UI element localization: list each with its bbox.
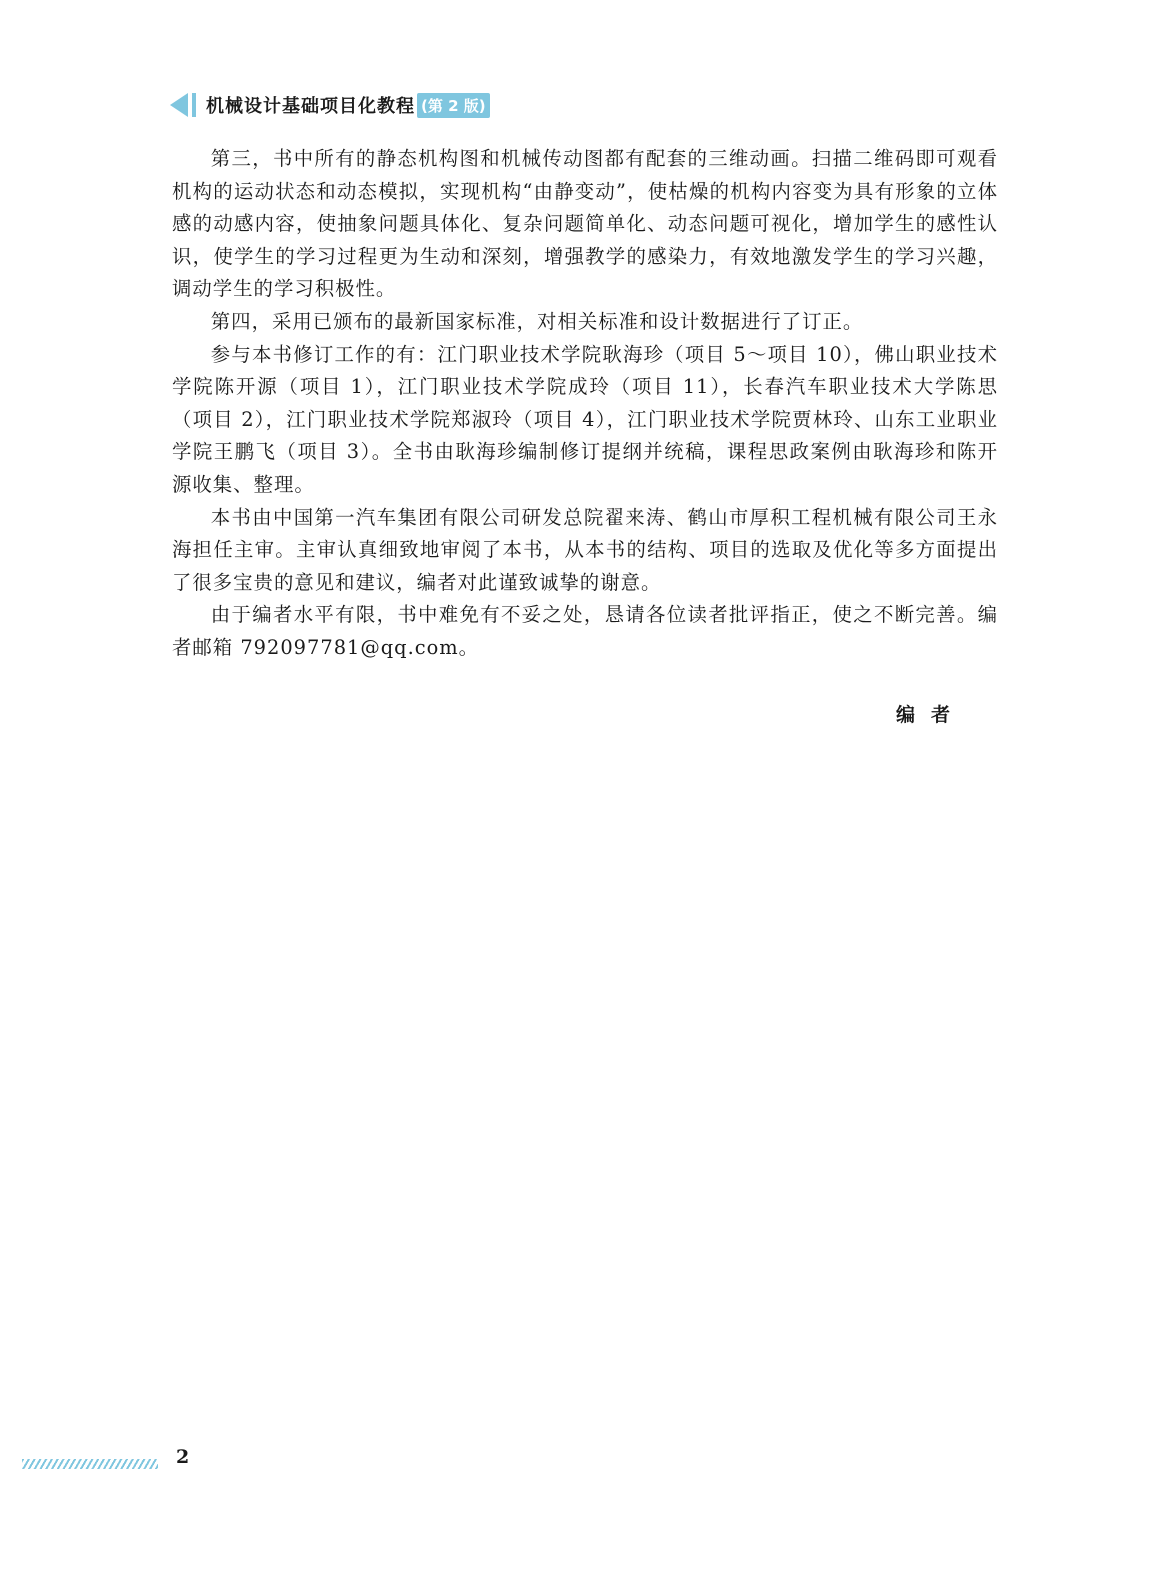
author-signature: 编者 [896,704,967,726]
triangle-marker-icon [170,93,188,117]
paragraph-contributors: 参与本书修订工作的有：江门职业技术学院耿海珍（项目 5～项目 10），佛山职业技术学院陈开源（项目 1），江门职业技术学院成玲（项目 11），长春汽车职业技术大学陈思（项目 2），江门职业技术学院郑淑玲（项目 4），江门职业技术学院贾林玲、山东工业职业学院王鹏飞（项目 3）。全书由耿海珍编制修订提纲并统稿，课程思政案例由耿海珍和陈开源收集、整理。 [172,342,998,496]
body-text [172,143,998,665]
page-number: 2 [176,1446,190,1468]
paragraph-third: 第三，书中所有的静态机构图和机械传动图都有配套的三维动画。扫描二维码即可观看机构的运动状态和动态模拟，实现机构“由静变动”，使枯燥的机构内容变为具有形象的立体感的动感内容，使抽象问题具体化、复杂问题简单化、动态问题可视化，增加学生的感性认识，使学生的学习过程更为生动和深刻，增强教学的感染力，有效地激发学生的学习兴趣，调动学生的学习积极性。 [172,147,998,301]
running-header [170,88,490,122]
diagonal-stripes-icon [22,1459,158,1469]
paragraph-fourth: 第四，采用已颁布的最新国家标准，对相关标准和设计数据进行了订正。 [210,309,864,333]
marker-bar [192,93,196,117]
paragraph-closing: 由于编者水平有限，书中难免有不妥之处，恳请各位读者批评指正，使之不断完善。编者邮箱 792097781@qq.com。 [172,603,998,659]
paragraph-reviewers: 本书由中国第一汽车集团有限公司研发总院翟来涛、鹤山市厚积工程机械有限公司王永海担任主审。主审认真细致地审阅了本书，从本书的结构、项目的选取及优化等多方面提出了很多宝贵的意见和建议，编者对此谨致诚挚的谢意。 [172,505,998,594]
edition-badge: (第 2 版) [417,93,490,118]
book-title: 机械设计基础项目化教程 [206,96,415,117]
